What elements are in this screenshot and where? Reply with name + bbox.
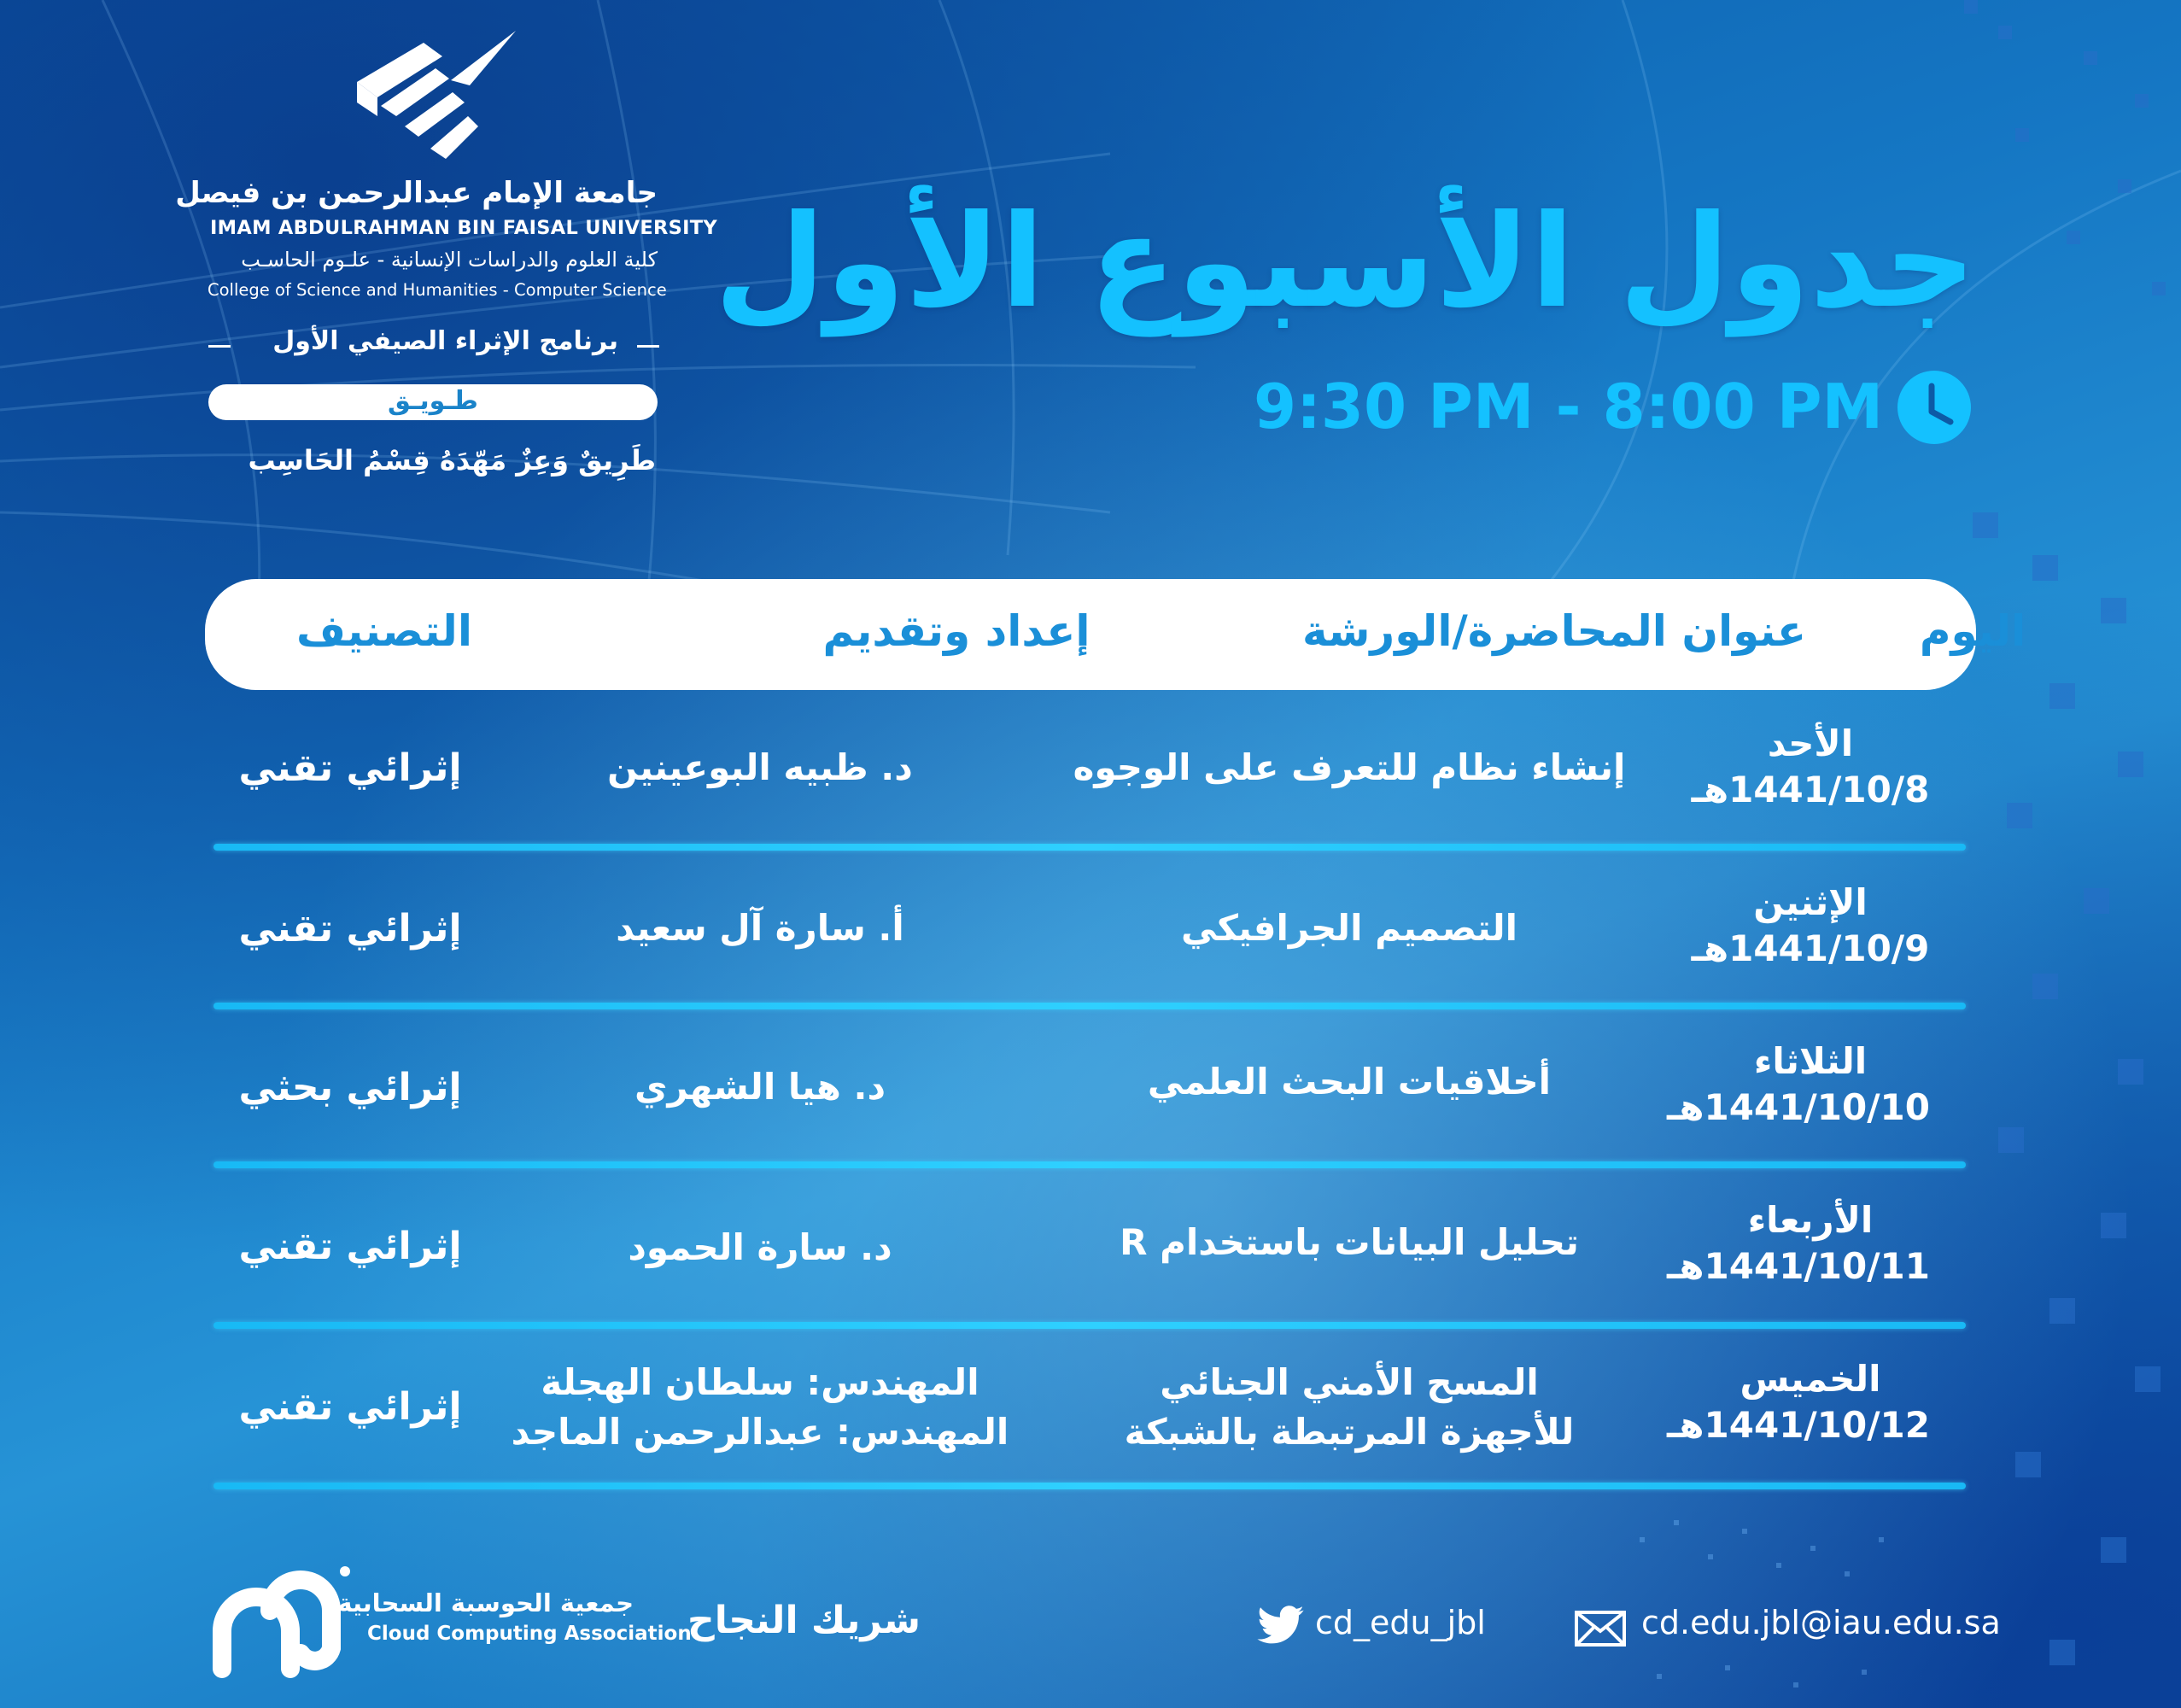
row-day: الإثنين — [1753, 881, 1868, 923]
row-title: إنشاء نظام للتعرف على الوجوه — [1073, 746, 1626, 788]
mail-icon — [1575, 1611, 1626, 1647]
twitter-handle[interactable]: cd_edu_jbl — [1315, 1604, 1486, 1641]
dash-right — [637, 345, 659, 348]
program-heading — [208, 326, 659, 366]
college-name-arabic: كلية العلوم والدراسات الإنسانية - علـوم الحاسـب — [241, 248, 658, 272]
row-category: إثرائي تقني — [238, 1225, 462, 1268]
header-day: اليوم — [1919, 606, 2026, 656]
row-presenter: د. ظبيه البوعينين — [607, 746, 913, 788]
page-title: جدول الأسبوع الأول — [714, 188, 1976, 336]
row-date: 1441/10/12هـ — [1667, 1404, 1930, 1446]
row-category: إثرائي تقني — [238, 907, 462, 951]
row-title: أخلاقيات البحث العلمي — [1147, 1061, 1552, 1103]
university-name-arabic: جامعة الإمام عبدالرحمن بن فيصل — [175, 176, 658, 210]
row-day: الأحد — [1767, 722, 1854, 764]
row-day: الأربعاء — [1747, 1199, 1874, 1241]
association-name-arabic: جمعية الحوسبة السحابية — [337, 1588, 634, 1617]
header-category: التصنيف — [296, 606, 472, 656]
row-day: الخميس — [1740, 1358, 1881, 1400]
success-partner-label: شريك النجاح — [687, 1599, 921, 1642]
row-presenter-line2: المهندس: عبدالرحمن الماجد — [511, 1411, 1009, 1453]
tuwaiq-label: طـويـق — [388, 386, 478, 416]
row-category: إثرائي بحثي — [238, 1066, 462, 1109]
program-title: برنامج الإثراء الصيفي الأول — [272, 326, 618, 356]
twitter-icon — [1257, 1606, 1305, 1645]
row-divider — [213, 844, 1966, 851]
cloud-computing-logo-icon — [205, 1559, 355, 1679]
time-range: 9:30 PM - 8:00 PM — [1254, 371, 1884, 442]
department-motto: طَرِيقٌ وَعِزٌ مَهّدَهُ قِسْمُ الحَاسِب — [248, 444, 656, 477]
header-presenter: إعداد وتقديم — [822, 606, 1090, 656]
row-title-line1: المسح الأمني الجنائي — [1160, 1361, 1539, 1403]
university-logo-icon — [357, 31, 516, 159]
row-divider — [213, 1322, 1966, 1329]
row-day: الثلاثاء — [1753, 1040, 1868, 1082]
row-title: تحليل البيانات باستخدام R — [1120, 1221, 1579, 1263]
university-name-english: IMAM ABDULRAHMAN BIN FAISAL UNIVERSITY — [210, 217, 718, 239]
row-divider — [213, 1161, 1966, 1168]
row-date: 1441/10/9هـ — [1691, 927, 1930, 969]
clock-icon — [1897, 371, 1971, 444]
row-presenter: د. سارة الحمود — [628, 1226, 892, 1268]
row-divider — [213, 1003, 1966, 1009]
row-date: 1441/10/11هـ — [1667, 1245, 1930, 1287]
row-title-line2: للأجهزة المرتبطة بالشبكة — [1124, 1411, 1575, 1453]
row-title: التصميم الجرافيكي — [1180, 907, 1518, 949]
row-divider — [213, 1483, 1966, 1489]
table-header — [205, 579, 2026, 690]
row-date: 1441/10/10هـ — [1667, 1086, 1930, 1128]
row-presenter: أ. سارة آل سعيد — [616, 907, 904, 949]
tuwaiq-badge — [208, 384, 658, 420]
college-name-english: College of Science and Humanities - Computer Science — [208, 280, 667, 300]
row-date: 1441/10/8هـ — [1691, 769, 1930, 810]
row-presenter-line1: المهندس: سلطان الهجلة — [541, 1361, 979, 1403]
dash-left — [208, 345, 231, 348]
header-title: عنوان المحاضرة/الورشة — [1301, 606, 1807, 656]
email-address[interactable]: cd.edu.jbl@iau.edu.sa — [1641, 1604, 2001, 1641]
row-presenter: د. هيا الشهري — [634, 1066, 886, 1108]
row-category: إثرائي تقني — [238, 1385, 462, 1429]
row-category: إثرائي تقني — [238, 746, 462, 790]
association-name-english: Cloud Computing Association — [367, 1623, 692, 1645]
